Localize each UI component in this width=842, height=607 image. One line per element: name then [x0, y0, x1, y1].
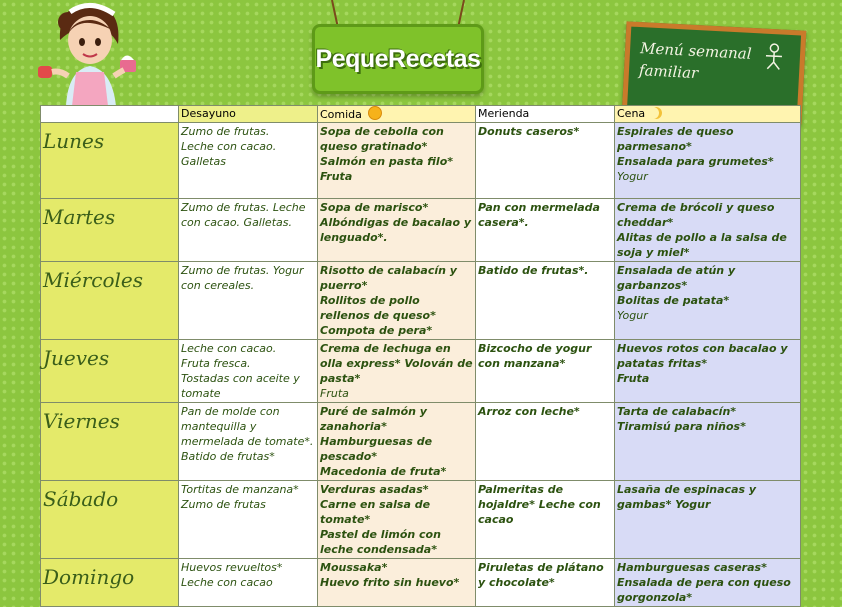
table-row — [41, 262, 801, 340]
cena-cell — [615, 481, 801, 559]
menu-item: Fruta — [617, 372, 650, 385]
header-comida: Comida — [318, 106, 476, 123]
desayuno-cell — [179, 559, 318, 607]
menu-item: Macedonia de fruta* — [320, 465, 447, 478]
day-cell — [41, 559, 179, 607]
table-row — [41, 340, 801, 403]
day-cell — [41, 481, 179, 559]
menu-item: Tarta de calabacín* — [617, 405, 737, 418]
day-cell — [41, 262, 179, 340]
day-cell — [41, 199, 179, 262]
table-row — [41, 199, 801, 262]
menu-item: Moussaka* — [320, 561, 388, 574]
menu-item: Batido de frutas*. — [478, 264, 589, 277]
menu-item: Zumo de frutas. — [181, 125, 270, 138]
table-row — [41, 403, 801, 481]
menu-item: Espirales de queso parmesano* — [617, 125, 734, 153]
menu-item: Albóndigas de bacalao y lenguado*. — [320, 216, 472, 244]
merienda-cell — [476, 559, 615, 607]
menu-item: Puré de salmón y zanahoria* — [320, 405, 427, 433]
menu-item: Donuts caseros* — [478, 125, 580, 138]
menu-item: Ensalada de pera con queso gorgonzola* — [617, 576, 791, 604]
menu-item: Fruta — [320, 387, 349, 400]
menu-item: Sopa de marisco* — [320, 201, 429, 214]
cena-cell — [615, 403, 801, 481]
desayuno-cell — [179, 403, 318, 481]
table-row — [41, 123, 801, 199]
menu-item: Risotto de calabacín y puerro* — [320, 264, 457, 292]
day-cell — [41, 403, 179, 481]
menu-item: Sopa de cebolla con queso gratinado* — [320, 125, 444, 153]
menu-item: Verduras asadas* — [320, 483, 429, 496]
header-cena: Cena — [615, 106, 801, 123]
table-row — [41, 481, 801, 559]
day-label: Jueves — [43, 346, 110, 370]
menu-item: Leche con cacao — [181, 576, 273, 589]
comida-cell — [318, 481, 476, 559]
comida-cell — [318, 403, 476, 481]
sun-icon — [368, 106, 382, 120]
comida-cell — [318, 262, 476, 340]
menu-item: Zumo de frutas — [181, 498, 266, 511]
menu-item: Tostadas con aceite y tomate — [181, 372, 300, 400]
comida-cell — [318, 199, 476, 262]
menu-item: Yogur — [617, 309, 648, 322]
menu-item: Fruta fresca. — [181, 357, 251, 370]
menu-item: Zumo de frutas. Leche con cacao. Galletas. — [181, 201, 306, 229]
menu-item: Pan con mermelada casera*. — [478, 201, 600, 229]
menu-item: Piruletas de plátano y chocolate* — [478, 561, 604, 589]
cena-cell — [615, 199, 801, 262]
pequerecetas-logo — [312, 0, 482, 96]
table-row — [41, 559, 801, 607]
merienda-cell — [476, 123, 615, 199]
desayuno-cell — [179, 262, 318, 340]
merienda-cell — [476, 340, 615, 403]
desayuno-cell — [179, 199, 318, 262]
menu-item: Yogur — [617, 170, 648, 183]
chef-girl-illustration — [30, 0, 150, 106]
menu-item: Bolitas de patata* — [617, 294, 730, 307]
menu-item: Crema de brócoli y queso cheddar* — [617, 201, 775, 229]
menu-item: Huevos revueltos* — [181, 561, 283, 574]
day-label: Sábado — [43, 487, 119, 511]
day-label: Lunes — [43, 129, 105, 153]
logo-text: PequeRecetas — [315, 44, 481, 73]
menu-item: Salmón en pasta filo* — [320, 155, 454, 168]
menu-item: Compota de pera* — [320, 324, 433, 337]
day-label: Domingo — [43, 565, 135, 589]
header-desayuno: Desayuno — [179, 106, 318, 123]
weekly-menu-table — [40, 105, 801, 607]
menu-item: Tiramisú para niños* — [617, 420, 746, 433]
desayuno-cell — [179, 340, 318, 403]
desayuno-cell — [179, 123, 318, 199]
day-label: Martes — [43, 205, 116, 229]
comida-cell — [318, 340, 476, 403]
menu-item: Crema de lechuga en olla express* Volován de pasta* — [320, 342, 473, 385]
menu-item: Leche con cacao. — [181, 342, 277, 355]
header-merienda: Merienda — [476, 106, 615, 123]
menu-item: Ensalada de atún y garbanzos* — [617, 264, 736, 292]
menu-item: Leche con cacao. — [181, 140, 277, 153]
menu-item: Bizcocho de yogur con manzana* — [478, 342, 592, 370]
cena-cell — [615, 262, 801, 340]
menu-item: Zumo de frutas. Yogur con cereales. — [181, 264, 304, 292]
header-corner — [41, 106, 179, 123]
merienda-cell — [476, 262, 615, 340]
cena-cell — [615, 123, 801, 199]
day-label: Viernes — [43, 409, 120, 433]
merienda-cell — [476, 403, 615, 481]
menu-item: Arroz con leche* — [478, 405, 580, 418]
merienda-cell — [476, 481, 615, 559]
menu-item: Hamburguesas de pescado* — [320, 435, 433, 463]
day-cell — [41, 123, 179, 199]
menu-item: Tortitas de manzana* — [181, 483, 299, 496]
menu-item: Huevo frito sin huevo* — [320, 576, 460, 589]
menu-item: Alitas de pollo a la salsa de soja y miel* — [617, 231, 787, 259]
cena-cell — [615, 559, 801, 607]
menu-item: Pan de molde con mantequilla y mermelada de tomate*. Batido de frutas* — [181, 405, 314, 463]
menu-body — [41, 123, 801, 607]
cena-cell — [615, 340, 801, 403]
menu-item: Ensalada para grumetes* — [617, 155, 774, 168]
menu-item: Carne en salsa de tomate* — [320, 498, 431, 526]
day-cell — [41, 340, 179, 403]
menu-item: Hamburguesas caseras* — [617, 561, 767, 574]
menu-item: Palmeritas de hojaldre* Leche con cacao — [478, 483, 601, 526]
chalkboard-title: Menú semanal familiar — [638, 39, 752, 83]
header-row — [41, 106, 801, 123]
desayuno-cell — [179, 481, 318, 559]
merienda-cell — [476, 199, 615, 262]
comida-cell — [318, 123, 476, 199]
menu-item: Rollitos de pollo rellenos de queso* — [320, 294, 436, 322]
stick-figure-icon — [761, 42, 786, 71]
menu-item: Pastel de limón con leche condensada* — [320, 528, 441, 556]
menu-item: Galletas — [181, 155, 226, 168]
menu-item: Lasaña de espinacas y gambas* Yogur — [617, 483, 757, 511]
moon-icon — [647, 107, 659, 119]
day-label: Miércoles — [43, 268, 144, 292]
menu-item: Huevos rotos con bacalao y patatas fritas* — [617, 342, 788, 370]
comida-cell — [318, 559, 476, 607]
menu-item: Fruta — [320, 170, 353, 183]
